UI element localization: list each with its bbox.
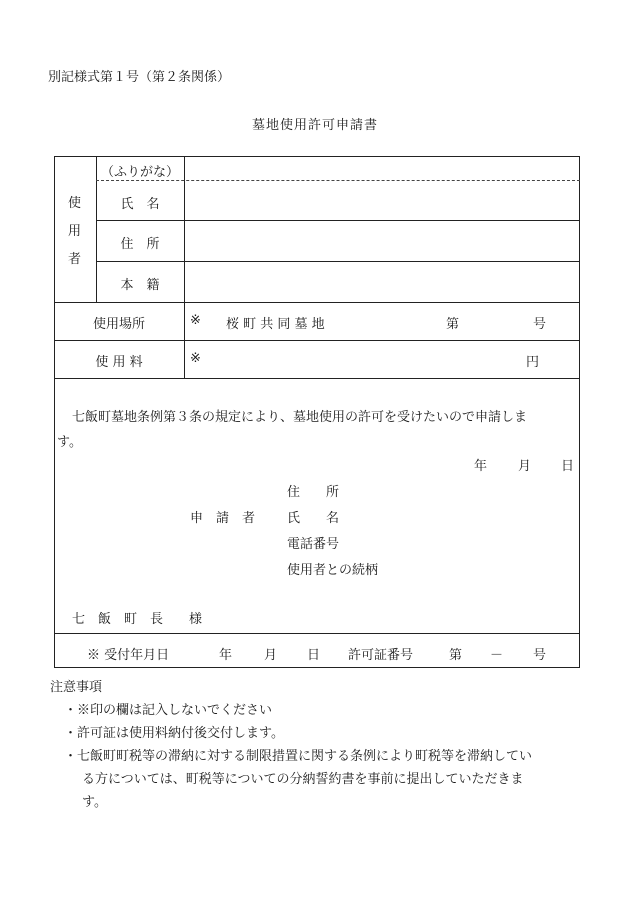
applicant-address-label: 住 所: [287, 485, 340, 500]
note-item-3-line1: ・七飯町町税等の滞納に対する制限措置に関する条例により町税等を滞納してい: [64, 749, 533, 764]
label-column-divider: [184, 156, 185, 378]
received-year: 年: [219, 648, 233, 663]
location-mark: ※: [190, 313, 201, 328]
applicant-name-label: 氏 名: [287, 511, 340, 526]
received-month: 月: [264, 648, 278, 663]
user-group-label-3: 者: [68, 252, 82, 267]
honseki-label: 本 籍: [120, 278, 160, 293]
note-item-1: ・※印の欄は記入しないでください: [64, 703, 273, 718]
name-row-divider: [96, 220, 580, 221]
permit-go: 号: [533, 648, 547, 663]
user-group-label-1: 使: [68, 196, 82, 211]
permit-dai: 第: [449, 648, 463, 663]
applicant-relation-label: 使用者との続柄: [287, 563, 379, 578]
received-date-label: ※ 受付年月日: [87, 648, 170, 663]
address-row-divider: [96, 261, 580, 262]
applicant-label: 申 請 者: [190, 511, 256, 526]
address-label: 住 所: [120, 237, 160, 252]
permit-number-label: 許可証番号: [348, 648, 414, 663]
user-section-bottom: [54, 302, 580, 303]
location-row-bottom: [54, 340, 580, 341]
furigana-label: （ふりがな）: [100, 165, 179, 180]
form-number-label: 別記様式第１号（第２条関係）: [48, 70, 231, 85]
application-statement-line1: 七飯町墓地条例第３条の規定により、墓地使用の許可を受けたいので申請しま: [72, 410, 528, 425]
note-item-2: ・許可証は使用料納付後交付します。: [64, 726, 284, 741]
furigana-divider: [96, 180, 580, 181]
fee-label: 使 用 料: [95, 355, 143, 370]
addressee: 七 飯 町 長 様: [72, 612, 203, 627]
note-item-3-line3: す。: [82, 795, 107, 810]
date-year: 年: [474, 459, 488, 474]
name-label: 氏 名: [120, 197, 160, 212]
date-day: 日: [561, 459, 575, 474]
location-place: 桜 町 共 同 墓 地: [226, 317, 325, 332]
applicant-phone-label: 電話番号: [287, 537, 340, 552]
receipt-row-top: [54, 633, 580, 634]
application-statement-line2: す。: [57, 435, 82, 450]
location-dai: 第: [446, 317, 460, 332]
received-day: 日: [307, 648, 321, 663]
document-title: 墓地使用許可申請書: [251, 118, 378, 133]
location-label: 使用場所: [92, 317, 145, 332]
notes-title: 注意事項: [50, 680, 103, 695]
location-go: 号: [533, 317, 547, 332]
note-item-3-line2: る方については、町税等についての分納誓約書を事前に提出していただきま: [82, 772, 524, 787]
permit-dash: －: [490, 648, 504, 663]
fee-mark: ※: [190, 351, 201, 366]
fee-row-bottom: [54, 378, 580, 379]
fee-yen: 円: [526, 355, 540, 370]
user-group-label-2: 用: [68, 224, 82, 239]
date-month: 月: [518, 459, 532, 474]
